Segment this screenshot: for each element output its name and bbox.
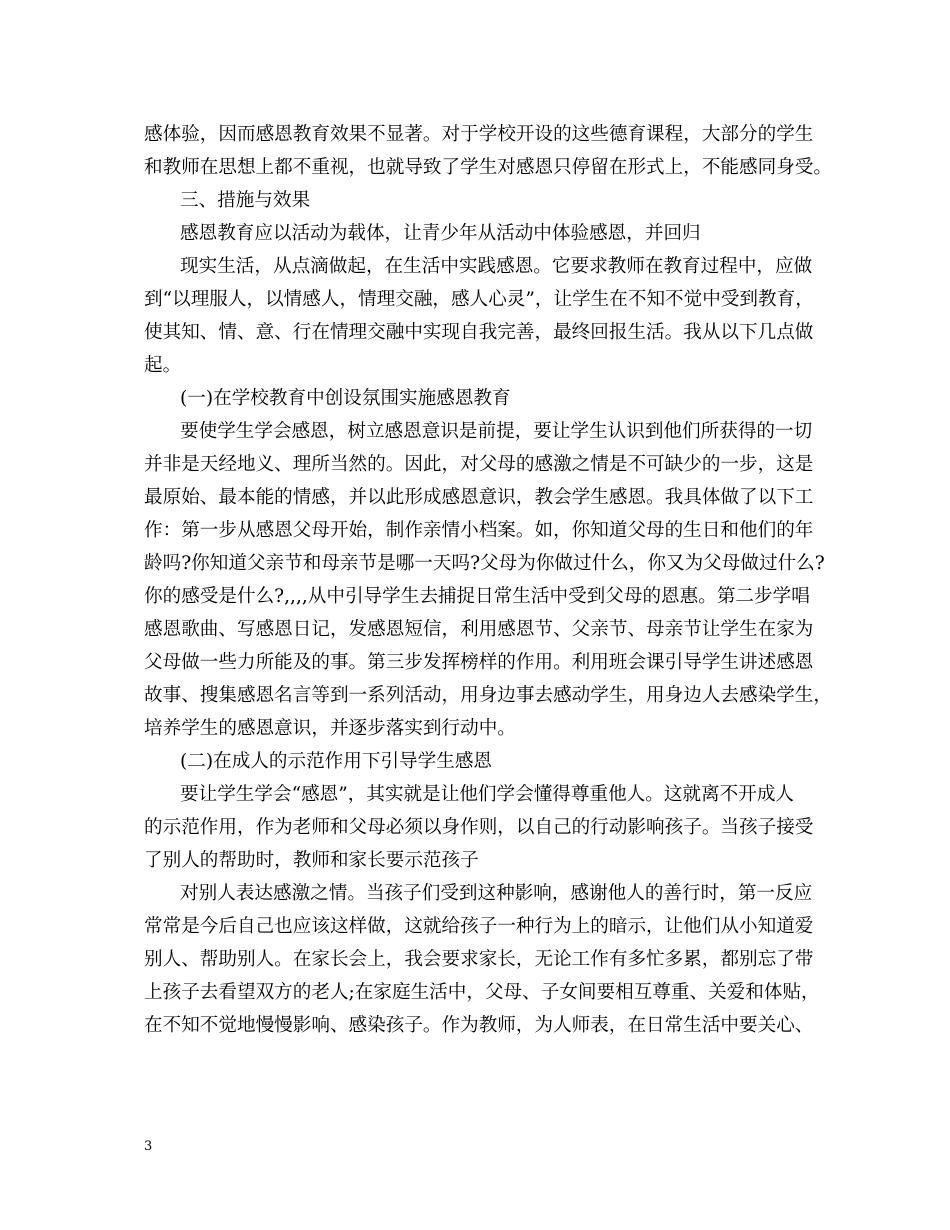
text-line: 别人、帮助别人。在家长会上，我会要求家长，无论工作有多忙多累，都别忘了带 [144,949,814,970]
text-line: 感体验，因而感恩教育效果不显著。对于学校开设的这些德育课程，大部分的学生 [144,124,814,145]
text-line: 最原始、最本能的情感，并以此形成感恩意识，教会学生感恩。我具体做了以下工 [144,487,814,508]
text-line: 的示范作用，作为老师和父母必须以身作则，以自己的行动影响孩子。当孩子接受 [144,817,814,838]
page-number: 3 [144,1139,153,1154]
text-line: 作：第一步从感恩父母开始，制作亲情小档案。如，你知道父母的生日和他们的年 [144,520,814,541]
text-line: 到“以理服人，以情感人，情理交融，感人心灵”，让学生在不知不觉中受到教育， [144,289,814,310]
text-line: 要使学生学会感恩，树立感恩意识是前提，要让学生认识到他们所获得的一切 [180,421,813,442]
text-line: 培养学生的感恩意识，并逐步落实到行动中。 [144,718,516,739]
section-heading: 三、措施与效果 [180,190,311,211]
text-line: 上孩子去看望双方的老人;在家庭生活中，父母、子女间要相互尊重、关爱和体贴， [144,982,820,1003]
text-line: 龄吗?你知道父亲节和母亲节是哪一天吗?父母为你做过什么，你又为父母做过什么? [144,553,825,574]
text-line: 感恩教育应以活动为载体，让青少年从活动中体验感恩，并回归 [180,223,701,244]
text-line: 要让学生学会“感恩”，其实就是让他们学会懂得尊重他人。这就离不开成人 [180,784,795,805]
text-line: 常常是今后自己也应该这样做，这就给孩子一种行为上的暗示，让他们从小知道爱 [144,916,814,937]
text-line: 在不知不觉地慢慢影响、感染孩子。作为教师，为人师表，在日常生活中要关心、 [144,1015,814,1036]
text-line: 对别人表达感激之情。当孩子们受到这种影响，感谢他人的善行时，第一反应 [180,883,813,904]
text-line: 并非是天经地义、理所当然的。因此，对父母的感激之情是不可缺少的一步，这是 [144,454,814,475]
subsection-heading: (一)在学校教育中创设氛围实施感恩教育 [180,388,511,409]
subsection-heading: (二)在成人的示范作用下引导学生感恩 [180,751,493,772]
text-line: 故事、搜集感恩名言等到一系列活动，用身边事去感动学生，用身边人去感染学生， [144,685,832,706]
text-line: 你的感受是什么?,,,,从中引导学生去捕捉日常生活中受到父母的恩惠。第二步学唱 [144,586,810,607]
text-line: 起。 [144,355,182,376]
text-line: 了别人的帮助时，教师和家长要示范孩子 [144,850,479,871]
text-line: 感恩歌曲、写感恩日记，发感恩短信，利用感恩节、父亲节、母亲节让学生在家为 [144,619,814,640]
text-line: 父母做一些力所能及的事。第三步发挥榜样的作用。利用班会课引导学生讲述感恩 [144,652,814,673]
text-line: 使其知、情、意、行在情理交融中实现自我完善，最终回报生活。我从以下几点做 [144,322,814,343]
text-line: 和教师在思想上都不重视，也就导致了学生对感恩只停留在形式上，不能感同身受。 [144,157,832,178]
text-line: 现实生活，从点滴做起，在生活中实践感恩。它要求教师在教育过程中，应做 [180,256,813,277]
